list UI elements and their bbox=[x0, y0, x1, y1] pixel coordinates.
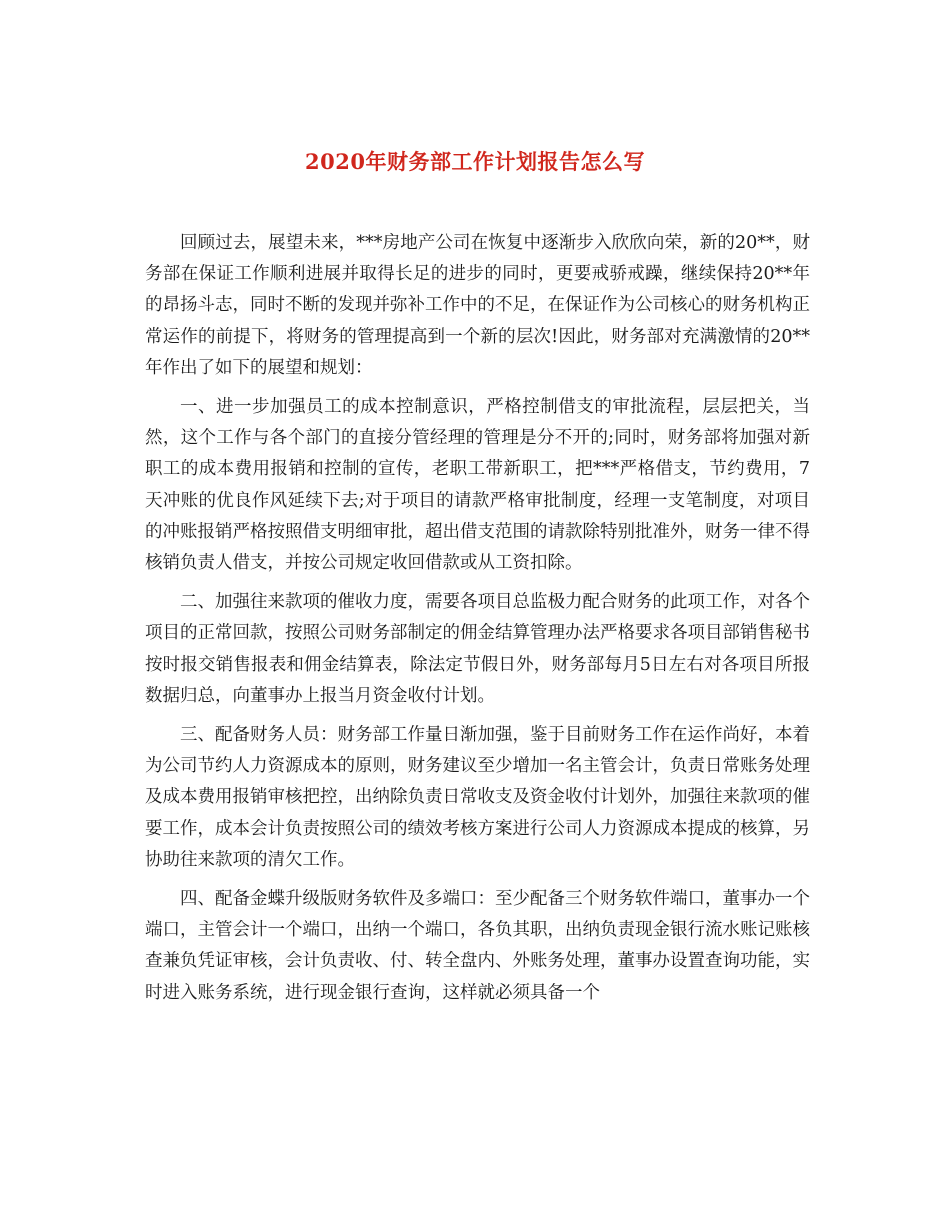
paragraph-item-4: 四、配备金蝶升级版财务软件及多端口：至少配备三个财务软件端口，董事办一个端口，主管会计一个端口，出纳一个端口，各负其职，出纳负责现金银行流水账记账核查兼负凭证审核，会计负责收、付、转全盘内、外账务处理，董事办设置查询功能，实时进入账务系统，进行现金银行查询，这样就必须具备一个 bbox=[145, 889, 810, 1003]
document-title: 2020年财务部工作计划报告怎么写 bbox=[305, 149, 645, 174]
paragraph-item-3: 三、配备财务人员：财务部工作量日渐加强，鉴于目前财务工作在运作尚好，本着为公司节约人力资源成本的原则，财务建议至少增加一名主管会计，负责日常账务处理及成本费用报销审核把控，出纳除负责日常收支及资金收付计划外，加强往来款项的催要工作，成本会计负责按照公司的绩效考核方案进行公司人力资源成本提成的核算，另协助往来款项的清欠工作。 bbox=[145, 725, 810, 870]
document-body bbox=[145, 228, 810, 1017]
paragraph-item-1: 一、进一步加强员工的成本控制意识，严格控制借支的审批流程，层层把关，当然，这个工作与各个部门的直接分管经理的管理是分不开的;同时，财务部将加强对新职工的成本费用报销和控制的宣传，老职工带新职工，把***严格借支，节约费用，7天冲账的优良作风延续下去;对于项目的请款严格审批制度，经理一支笔制度，对项目的冲账报销严格按照借支明细审批，超出借支范围的请款除特别批准外，财务一律不得核销负责人借支，并按公司规定收回借款或从工资扣除。 bbox=[145, 397, 810, 574]
paragraph-item-2: 二、加强往来款项的催收力度，需要各项目总监极力配合财务的此项工作，对各个项目的正常回款，按照公司财务部制定的佣金结算管理办法严格要求各项目部销售秘书按时报交销售报表和佣金结算表，除法定节假日外，财务部每月5日左右对各项目所报数据归总，向董事办上报当月资金收付计划。 bbox=[145, 592, 810, 706]
paragraph-intro: 回顾过去，展望未来，***房地产公司在恢复中逐渐步入欣欣向荣，新的20**，财务部在保证工作顺利进展并取得长足的进步的同时，更要戒骄戒躁，继续保持20**年的昂扬斗志，同时不断的发现并弥补工作中的不足，在保证作为公司核心的财务机构正常运作的前提下，将财务的管理提高到一个新的层次!因此，财务部对充满激情的20**年作出了如下的展望和规划： bbox=[145, 233, 810, 378]
